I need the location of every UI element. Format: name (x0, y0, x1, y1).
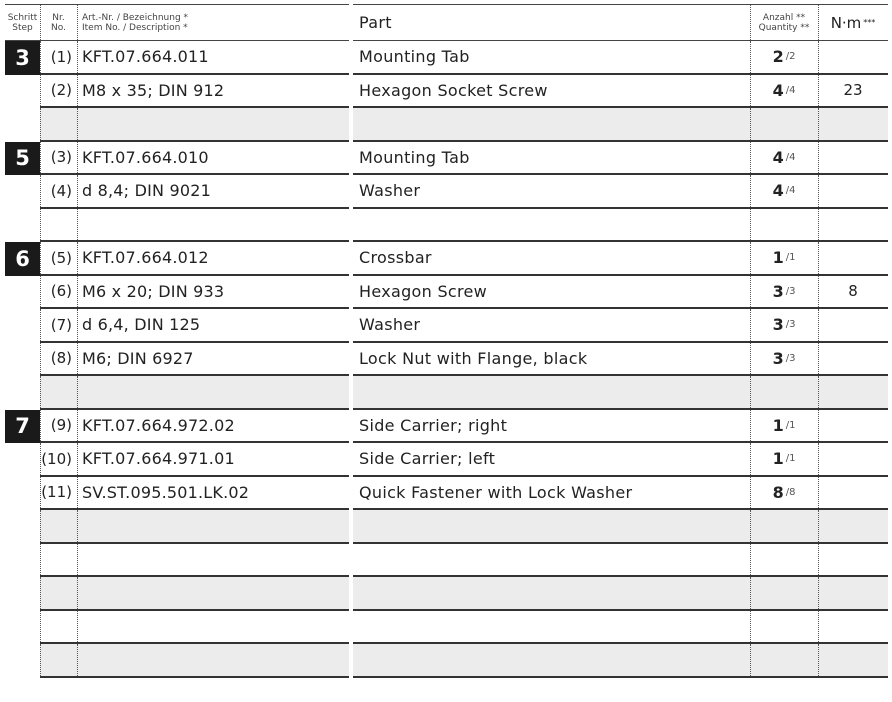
torque-value (818, 443, 888, 475)
quantity-small: /1 (785, 419, 796, 431)
item-description: M6; DIN 6927 (82, 348, 194, 368)
table-row (353, 41, 888, 75)
item-number (40, 544, 75, 576)
item-number: (5) (50, 248, 72, 267)
item-number: (7) (50, 315, 72, 334)
part-name: Hexagon Socket Screw (359, 80, 548, 100)
part-name (353, 376, 750, 408)
table-row (5, 175, 349, 209)
quantity (750, 644, 818, 676)
part-name (353, 577, 750, 609)
quantity (750, 41, 818, 73)
table-row (353, 142, 888, 176)
quantity (750, 276, 818, 308)
quantity-value: 8 (772, 482, 784, 502)
part-name (353, 644, 750, 676)
quantity (750, 376, 818, 408)
step-number: 3 (5, 41, 40, 75)
quantity-small: /3 (785, 319, 796, 331)
part-name: Washer (359, 315, 421, 335)
torque-value (818, 142, 888, 174)
part-name: Washer (359, 181, 421, 201)
table-row (353, 644, 888, 678)
table-row (353, 510, 888, 544)
part-name: Side Carrier; left (359, 449, 496, 469)
part-name (353, 544, 750, 576)
torque-value (818, 577, 888, 609)
item-number: (9) (50, 416, 72, 435)
quantity (750, 577, 818, 609)
table-row (5, 410, 349, 444)
quantity (750, 510, 818, 542)
table-row (5, 510, 349, 544)
item-description: SV.ST.095.501.LK.02 (82, 482, 250, 502)
table-row (353, 309, 888, 343)
torque-value (818, 477, 888, 509)
torque-value (818, 309, 888, 341)
part-name (353, 209, 750, 241)
qty-header-de: Anzahl ** (762, 12, 806, 23)
item-description: KFT.07.664.012 (82, 248, 209, 268)
torque-value: 8 (848, 282, 858, 301)
item-description: KFT.07.664.972.02 (82, 415, 235, 435)
table-row (353, 276, 888, 310)
torque-value (818, 343, 888, 375)
item-number (40, 577, 75, 609)
table-row (5, 644, 349, 678)
table-row (5, 309, 349, 343)
torque-value (818, 410, 888, 442)
desc-header-en: Item No. / Description * (82, 22, 188, 33)
table-row (353, 343, 888, 377)
desc-header (77, 5, 349, 40)
quantity-small: /1 (785, 453, 796, 465)
table-row (353, 175, 888, 209)
table-row (5, 75, 349, 109)
step-number: 7 (5, 410, 40, 444)
part-name: Hexagon Screw (359, 281, 488, 301)
part-name (353, 611, 750, 643)
torque-value: 23 (843, 81, 863, 100)
table-row (353, 242, 888, 276)
step-header (5, 5, 40, 40)
quantity (750, 175, 818, 207)
table-row (353, 443, 888, 477)
quantity-value: 4 (772, 181, 784, 201)
quantity-small: /3 (785, 285, 796, 297)
part-name (353, 108, 750, 140)
item-description: d 8,4; DIN 9021 (82, 181, 211, 201)
item-number: (2) (50, 81, 72, 100)
quantity-small: /1 (785, 252, 796, 264)
desc-header-de: Art.-Nr. / Bezeichnung * (82, 12, 189, 23)
no-header-en: No. (51, 22, 66, 33)
item-description (77, 611, 349, 643)
part-name: Lock Nut with Flange, black (359, 348, 588, 368)
item-description (77, 510, 349, 542)
table-row (5, 343, 349, 377)
quantity-value: 1 (772, 248, 784, 268)
torque-value (818, 376, 888, 408)
item-description: M6 x 20; DIN 933 (82, 281, 225, 301)
torque-value (818, 242, 888, 274)
table-row (5, 443, 349, 477)
parts-body (353, 41, 888, 678)
item-number: (8) (50, 349, 72, 368)
item-number: (11) (41, 483, 72, 502)
quantity-value: 3 (772, 281, 784, 301)
item-description (77, 577, 349, 609)
quantity-small: /4 (785, 151, 796, 163)
torque-value (818, 175, 888, 207)
quantity-value: 4 (772, 147, 784, 167)
torque-value (818, 644, 888, 676)
quantity (750, 209, 818, 241)
item-number (40, 376, 75, 408)
quantity-value: 4 (772, 80, 784, 100)
item-description (77, 108, 349, 140)
table-row (5, 142, 349, 176)
table-row (5, 376, 349, 410)
item-description (77, 544, 349, 576)
quantity (750, 108, 818, 140)
torque-value (818, 544, 888, 576)
table-row (353, 577, 888, 611)
nm-header-stars: *** (863, 18, 876, 27)
quantity (750, 343, 818, 375)
part-name: Side Carrier; right (359, 415, 508, 435)
table-row (5, 544, 349, 578)
quantity (750, 443, 818, 475)
part-header: Part (359, 13, 392, 32)
quantity-value: 2 (772, 47, 784, 67)
item-number: (1) (50, 47, 72, 66)
quantity (750, 477, 818, 509)
quantity-small: /3 (785, 352, 796, 364)
torque-value (818, 209, 888, 241)
qty-header (750, 5, 818, 40)
item-list-table (5, 4, 349, 678)
no-header-de: Nr. (52, 12, 65, 23)
item-number: (3) (50, 148, 72, 167)
quantity-small: /8 (785, 486, 796, 498)
item-description: d 6,4, DIN 125 (82, 315, 201, 335)
part-name: Mounting Tab (359, 147, 470, 167)
item-number: (4) (50, 181, 72, 200)
no-header (40, 5, 77, 40)
item-description: M8 x 35; DIN 912 (82, 80, 225, 100)
item-description (77, 209, 349, 241)
quantity (750, 142, 818, 174)
parts-table (353, 4, 888, 678)
table-row (353, 544, 888, 578)
quantity-small: /2 (785, 51, 796, 63)
torque-value (818, 41, 888, 73)
item-number (40, 611, 75, 643)
table-row (353, 75, 888, 109)
parts-header (353, 5, 888, 41)
quantity (750, 611, 818, 643)
quantity (750, 242, 818, 274)
item-number: (6) (50, 282, 72, 301)
table-row (5, 108, 349, 142)
table-row (5, 242, 349, 276)
table-row (353, 376, 888, 410)
torque-value (818, 611, 888, 643)
quantity (750, 75, 818, 107)
step-header-en: Step (12, 22, 33, 33)
part-name: Crossbar (359, 248, 432, 268)
table-row (5, 577, 349, 611)
part-name: Quick Fastener with Lock Washer (359, 482, 633, 502)
table-row (5, 41, 349, 75)
item-number (40, 644, 75, 676)
quantity (750, 309, 818, 341)
torque-value (818, 510, 888, 542)
quantity-small: /4 (785, 185, 796, 197)
quantity-value: 3 (772, 315, 784, 335)
table-row (353, 108, 888, 142)
part-name: Mounting Tab (359, 47, 470, 67)
item-number (40, 209, 75, 241)
item-list-body (5, 41, 349, 678)
quantity-small: /4 (785, 84, 796, 96)
table-row (353, 410, 888, 444)
item-description (77, 376, 349, 408)
item-number (40, 510, 75, 542)
item-description: KFT.07.664.971.01 (82, 449, 235, 469)
item-description: KFT.07.664.010 (82, 147, 209, 167)
item-list-header (5, 5, 349, 41)
item-number: (10) (41, 449, 72, 468)
item-number (40, 108, 75, 140)
step-number: 6 (5, 242, 40, 276)
item-description (77, 644, 349, 676)
torque-value (818, 108, 888, 140)
step-header-de: Schritt (7, 12, 38, 23)
table-row (5, 477, 349, 511)
table-row (353, 611, 888, 645)
part-name (353, 510, 750, 542)
table-row (5, 276, 349, 310)
nm-header-label: N·m (830, 13, 862, 32)
item-description: KFT.07.664.011 (82, 47, 209, 67)
quantity-value: 1 (772, 449, 784, 469)
table-row (5, 209, 349, 243)
quantity (750, 544, 818, 576)
nm-header (818, 5, 888, 40)
table-row (5, 611, 349, 645)
table-row (353, 477, 888, 511)
step-number: 5 (5, 142, 40, 176)
qty-header-en: Quantity ** (758, 22, 810, 33)
quantity-value: 3 (772, 348, 784, 368)
quantity (750, 410, 818, 442)
table-row (353, 209, 888, 243)
quantity-value: 1 (772, 415, 784, 435)
